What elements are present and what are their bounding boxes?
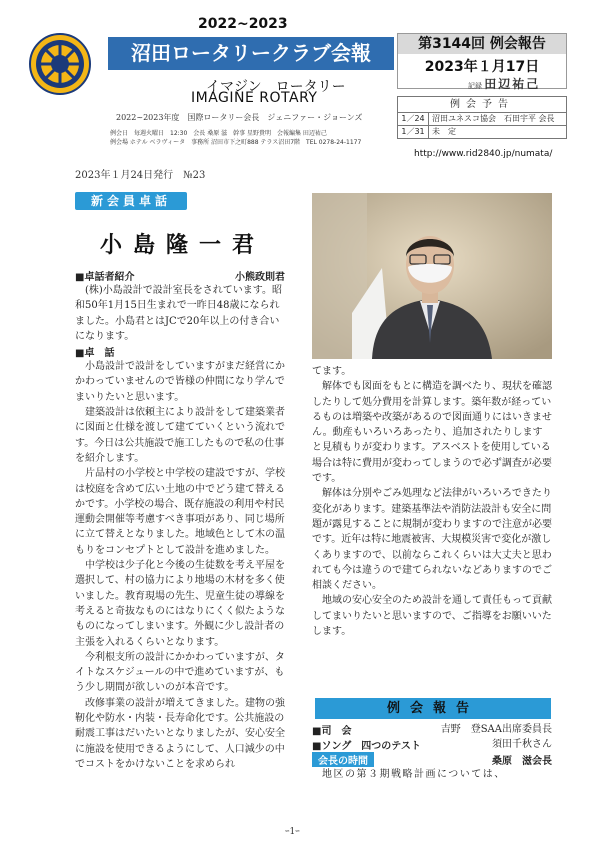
presidents-time-speaker: 桑原 滋会長 xyxy=(492,756,552,767)
schedule-desc: 未 定 xyxy=(432,127,456,136)
talk-paragraph: 地域の安心安全のため設計を通して責任もって貢献してまいりたいと思いますので、ご指導をお願いいたします。 xyxy=(312,595,552,638)
talk-paragraph: てます。 xyxy=(312,366,352,377)
schedule-row xyxy=(398,113,566,126)
site-url-link[interactable]: http://www.rid2840.jp/numata/ xyxy=(414,149,553,159)
schedule-date: 1／24 xyxy=(398,113,429,125)
office-info-line: 例会場 ホテル ベラヴィータ 事務所 沼田市下之町888 テラス沼田7階 TEL 0278-24-1177 xyxy=(110,139,362,146)
talk-paragraph: 今利根支所の設計にかかわっていますが、タイトなスケジュールの中で進めていますが、もう少し期間が欲しいのが本音です。 xyxy=(75,651,285,694)
intro-text: (株)小島設計で設計室長をされています。昭和50年1月15日生まれで一昨日48歳になられました。小島君とはJCで20年以上の付き合いになります。 xyxy=(75,285,283,342)
meeting-report-lines xyxy=(312,722,552,782)
schedule-row xyxy=(398,126,566,138)
motto-japanese: イマジン ロータリー xyxy=(206,79,346,95)
speaker-photo xyxy=(312,193,552,359)
schedule-desc: 沼田ユネスコ協会 石田宇平 会長 xyxy=(432,114,555,123)
intro-heading xyxy=(75,268,285,283)
report-line xyxy=(312,737,552,752)
recorder-label: 記録 xyxy=(468,82,482,90)
meeting-report-tag: 例会報告 xyxy=(315,698,551,719)
season-line: 2022~2023年度 国際ロータリー会長 ジェニファー・ジョーンズ xyxy=(116,113,363,122)
report-line-label: ■司 会 xyxy=(312,726,352,737)
talk-paragraph: 片品村の小学校と中学校の建設ですが、学校は校庭を含めて広い土地の中でどう建て替えるかです。小学校の場合、既存施設の利用や村民運動会開催等考慮すべき事項があり、同じ場所に立て替えとなりました。地域色として木の温もりをコンセプトとして設計を進めました。 xyxy=(75,468,285,556)
report-line xyxy=(312,752,552,767)
year-range: 2022~2023 xyxy=(198,16,288,32)
meeting-info-line: 例会日 毎週火曜日 12:30 会長 桑原 滋 幹事 星野貴明 会報編集 田辺祐己 xyxy=(110,130,327,137)
report-date: 2023年１月17日 xyxy=(424,59,540,75)
talk-paragraph: 解体でも図面をもとに構造を調べたり、現状を確認したりして処分費用を計算します。築年数が経っているものは増築や改築があるので図面通りにはいきません。動産もいろいろあったり、追加されたりしますと見積もりが変わります。アスベストを使用している場合は特に費用が変わってしまうので必ず調査が必要です。 xyxy=(312,381,552,485)
report-box xyxy=(397,33,567,89)
talk-paragraph: 建築設計は依頼主により設計をして建築業者に図面と仕様を渡して建てていくという流れです。今日は公共施設で施工したもので私の仕事を紹介します。 xyxy=(75,407,285,464)
talk-paragraph: 解体は分別やごみ処理など法律がいろいろできたり変化があります。建築基準法や消防法設計も安全に問題が露見することに規制が変わりますので注意が必要です。近年は特に地震被害、大規模災害で変化が激しくありますので、以前ならこれくらいは大丈夫と思われても今は違うので建てられないなどありますのでご相談ください。 xyxy=(312,488,552,592)
report-number: 第3144回 例会報告 xyxy=(398,34,566,54)
motto-english: IMAGINE ROTARY xyxy=(191,90,318,106)
talk-paragraph: 中学校は少子化と今後の生徒数を考え平屋を選択して、村の協力により地場の木材を多く使いました。教育現場の先生、児童生徒の導線を考えると奇抜なものにはなりにくく似たようなものになってしまいます。外観に少し設計者の主張を入れるくらいとなります。 xyxy=(75,560,285,648)
report-text: 地区の第３期戦略計画については、 xyxy=(322,769,506,780)
intro-title: ■卓話者紹介 xyxy=(75,272,135,283)
report-line xyxy=(312,722,552,737)
report-line-label: ■ソング 四つのテスト xyxy=(312,741,421,752)
page-number: ｰ1ｰ xyxy=(285,827,300,837)
presidents-time-label: 会長の時間 xyxy=(312,752,374,767)
issue-date-line: 2023年１月24日発行 №23 xyxy=(75,170,206,181)
talk-paragraph: 小島設計で設計をしていますがまだ経営にかかわっていませんので皆様の仲間になり学んでまいりたいと思います。 xyxy=(75,361,285,403)
right-column xyxy=(312,364,552,639)
left-column xyxy=(75,268,285,772)
intro-presenter: 小熊政則君 xyxy=(235,272,285,283)
talk-heading: ■卓 話 xyxy=(75,348,115,360)
club-newsletter-title: 沼田ロータリークラブ会報 xyxy=(108,37,394,70)
recorder-name: 田辺祐己 xyxy=(484,77,541,91)
recorder xyxy=(468,75,540,92)
speaker-name: 小島隆一君 xyxy=(100,232,266,258)
report-line-value: 須田千秋さん xyxy=(492,739,552,750)
schedule-date: 1／31 xyxy=(398,126,429,138)
report-line-value: 吉野 登SAA出席委員長 xyxy=(440,724,552,735)
schedule-title: 例会予告 xyxy=(398,97,566,113)
rotary-wheel-logo xyxy=(29,33,91,95)
section-tag: 新会員卓話 xyxy=(75,192,187,210)
meeting-schedule-table xyxy=(397,96,567,139)
talk-paragraph: 改修事業の設計が増えてきました。建物の強靭化や防水・内装・長寿命化です。公共施設の耐震工事はだいたいとなりましたが、安心安全に施設を使用できるようにして、人口減少の中でコストをかけないことを求められ xyxy=(75,697,285,770)
